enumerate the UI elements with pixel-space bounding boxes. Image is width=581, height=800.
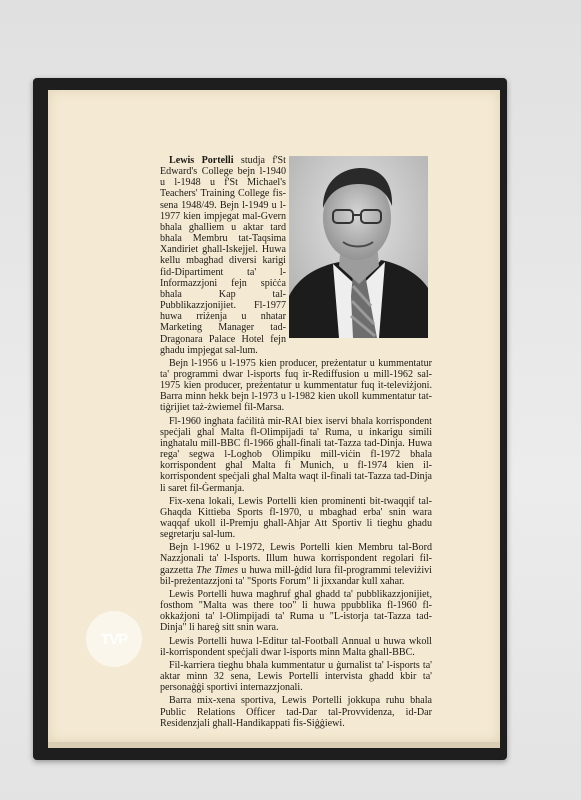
page-bottom-edge (48, 742, 500, 748)
bio-paragraph-8: Fil-karriera tieghu bhala kummentatur u ġurnalist ta' l-isports ta' aktar minn 32 sena, Lewis Portelli intervista ghadd kbir ta' personaġġi sportivi internazzjonali. (160, 659, 432, 694)
bio-paragraph-5-end: u huwa mill-ġdid lura fil-programmi televiżivi bil-preżentazzjoni ta' "Sports Forum" li jixxandar kull xahar. (160, 564, 432, 587)
newspaper-title: The Times (196, 564, 239, 576)
watermark-logo (86, 611, 142, 667)
author-biography (160, 155, 432, 731)
bio-paragraph-5-start: Bejn l-1962 u l-1972, Lewis Portelli kien Membru tal-Bord Nazzjonali ta' l-Isports. Illum huwa korrispondent regolari fil-gazzetta (160, 542, 432, 576)
author-name: Lewis Portelli (169, 155, 234, 166)
bio-paragraph-9: Barra mix-xena sportiva, Lewis Portelli jokkupa ruhu bhala Public Relations Officer tad-Dar tal-Provvidenza, id-Dar Residenzjali ghall-Handikappati fis-Siġġiewi. (160, 695, 432, 729)
bio-paragraph-7: Lewis Portelli huwa l-Editur tal-Football Annual u huwa wkoll il-korrispondent speċjali dwar l-isports minn Malta ghall-BBC. (160, 635, 432, 658)
bio-paragraph-3: Fl-1960 inghata faċilità mir-RAI biex iservi bhala korrispondent speċjali ghal Malta fl-Olimpijadi ta' Ruma, u inkarigu simili inghatalu mill-BBC fl-1966 ghall-finali tat-Tazza tad-Dinja. Huwa rega' segwa l-Loghob Olimpiku mill-viċin fl-1972 bhala korrispondent ghal Malta fi Munich, u fl-1974 kien il-korrispondent speċjali ghal Malta waqt il-finali tat-Tazza tad-Dinja li saret fil-Ġermanja. (160, 415, 432, 494)
bio-paragraph-1 (160, 155, 286, 356)
bio-paragraph-4: Fix-xena lokali, Lewis Portelli kien prominenti bit-twaqqif tal-Ghaqda Kittieba Sports fl-1970, u mbaghad erba' snin wara waqqaf ukoll il-Premju ghall-Ahjar Att Sportiv li tieghu ghadu segretarju sal-lum. (160, 495, 432, 541)
bio-paragraph-2: Bejn l-1956 u l-1975 kien producer, preżentatur u kummentatur ta' programmi dwar l-isports fuq ir-Rediffusion u mill-1962 sal-1975 kien producer, preżentatur u kummentatur fuq it-televiżjoni. Barra minn hekk bejn l-1973 u l-1982 kien ukoll kummentatur tat-tiġrijiet taż-żwiemel fil-Marsa. (160, 357, 432, 414)
bio-paragraph-5 (160, 542, 432, 587)
watermark-text: TVP (100, 630, 128, 648)
bio-paragraph-6: Lewis Portelli huwa maghruf ghal ghadd ta' pubblikazzjonijiet, fosthom "Malta was there too" li huwa ppubblika fl-1960 fl-okkażjoni ta' l-Olimpijadi ta' Ruma u "L-istorja tat-Tazza tad-Dinja" li hareġ sitt snin wara. (160, 588, 432, 634)
bio-paragraph-1-text: studja f'St Edward's College bejn l-1940 u l-1948 u f'St Michael's Teachers' Training College fis-sena 1948/49. Bejn l-1949 u l-1977 kien impjegat mal-Gvern bhala ghalliem u aktar tard bhala Membru tat-Taqsima Xandiriet ghall-Iskejjel. Huwa kellu mbaghad diversi karigi fid-Dipartiment ta' l-Informazzjoni fejn spiċċa bhala Kap tal-Pubblikazzjonijiet. Fl-1977 huwa rriżenja u nhatar Marketing Manager tad-Dragonara Palace Hotel fejn ghadu impjegat sal-lum. (160, 155, 286, 356)
